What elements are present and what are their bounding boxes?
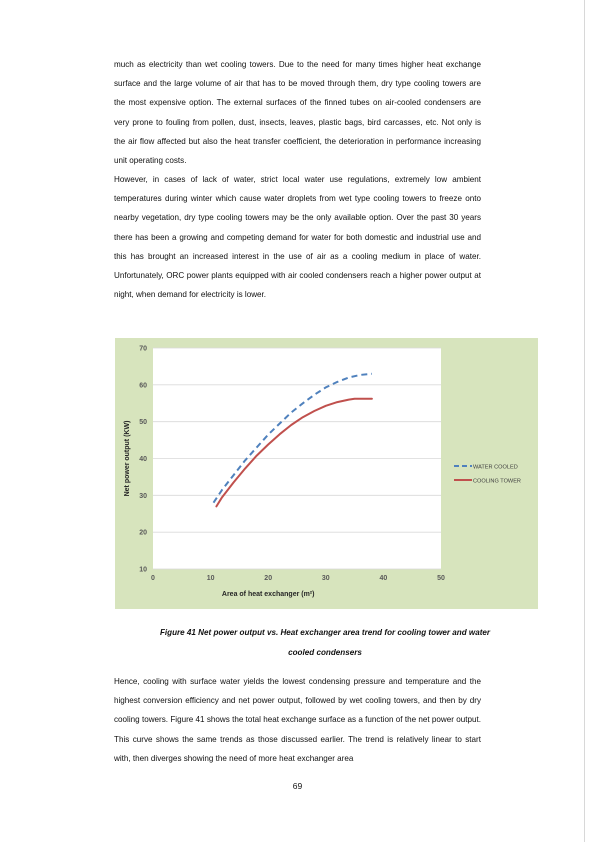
x-axis-label: Area of heat exchanger (m²): [221, 591, 315, 598]
x-tick-label: 40: [379, 575, 388, 582]
y-tick-label: 60: [139, 382, 147, 390]
x-tick-label: 50: [437, 575, 445, 582]
y-tick-label: 20: [139, 529, 147, 537]
y-tick-label: 50: [139, 419, 147, 427]
figure-41-chart: [115, 338, 538, 609]
chart-svg: [115, 338, 538, 609]
legend-label-water-cooled: WATER COOLED: [473, 464, 518, 471]
y-tick-label: 30: [139, 492, 147, 500]
x-tick-label: 30: [321, 575, 330, 582]
x-tick-label: 20: [264, 575, 273, 582]
x-tick-label: 10: [206, 575, 215, 582]
y-tick-label: 40: [139, 456, 147, 463]
figure-caption-line-1: Figure 41 Net power output vs. Heat exchanger area trend for cooling tower and water: [159, 628, 491, 637]
y-axis-label: Net power output (KW): [124, 420, 131, 497]
figure-caption-line-2: cooled condensers: [288, 648, 362, 657]
body-paragraph-3: Hence, cooling with surface water yields the lowest condensing pressure and temperature and the highest conversion efficiency and net power output, followed by wet cooling towers, and then by dry cooling towers. Figure 41 shows the total heat exchange surface as a function of the net power output. This curve shows the same trends as those discussed earlier. The trend is relatively linear to start with, then diverges showing the need of more heat exchanger area: [114, 677, 481, 763]
body-paragraph-2: However, in cases of lack of water, strict local water use regulations, extremely low ambient temperatures during winter which cause water droplets from wet type cooling towers to freeze onto nearby vegetation, dry type cooling towers may be the only available option. Over the past 30 years there has been a growing and competing demand for water for both domestic and industrial use and this has brought an increased interest in the use of air as a cooling medium in place of water. Unfortunately, ORC power plants equipped with air cooled condensers reach a higher power output at night, when demand for electricity is lower.: [114, 175, 481, 300]
y-tick-label: 10: [139, 566, 147, 574]
legend-label-cooling-tower: COOLING TOWER: [473, 478, 521, 485]
page-number: 69: [292, 781, 303, 791]
body-paragraph-1: much as electricity than wet cooling towers. Due to the need for many times higher heat exchange surface and the large volume of air that has to be moved through them, dry type cooling towers are the most expensive option. The external surfaces of the finned tubes on air-cooled condensers are very prone to fouling from pollen, dust, insects, leaves, plastic bags, bird carcasses, etc. Not only is the air flow affected but also the heat transfer coefficient, the deterioration in performance increasing unit operating costs.: [114, 60, 481, 166]
x-tick-label: 0: [151, 575, 155, 582]
page-edge-line: [584, 0, 585, 842]
y-tick-label: 70: [139, 345, 147, 353]
